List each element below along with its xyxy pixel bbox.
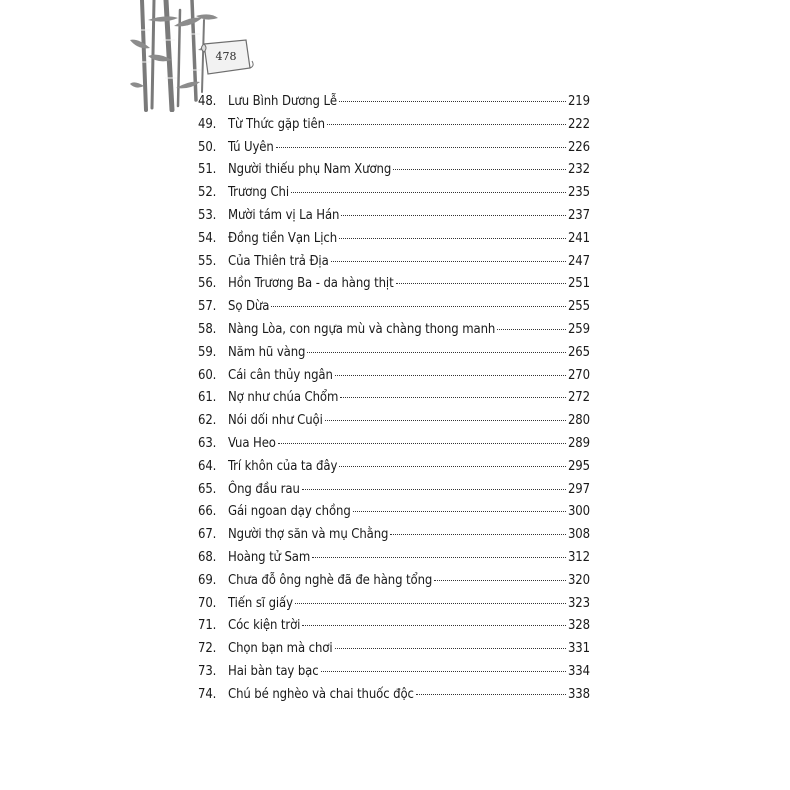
toc-dot-leader: [327, 124, 566, 125]
toc-entry-page: 272: [567, 390, 590, 406]
toc-entry-title: Lưu Bình Dương Lễ: [228, 94, 338, 109]
toc-dot-leader: [291, 192, 566, 193]
toc-entry-title: Cái cân thủy ngân: [228, 367, 333, 383]
toc-entry-title: Nàng Lòa, con ngựa mù và chàng thong manh: [228, 321, 496, 337]
toc-entry-number: 61.: [198, 390, 217, 406]
toc-dot-leader: [335, 648, 566, 649]
toc-entry: [198, 687, 590, 710]
toc-entry: [198, 504, 590, 527]
toc-dot-leader: [390, 534, 566, 535]
toc-entry-title: Tiến sĩ giấy: [228, 595, 293, 611]
toc-entry-page: 334: [567, 663, 590, 679]
toc-entry: [198, 117, 590, 140]
toc-entry-title: Gái ngoan dạy chồng: [228, 504, 351, 520]
toc-entry: [198, 482, 590, 505]
toc-entry-page: 247: [567, 253, 590, 269]
toc-entry-page: 235: [567, 185, 590, 201]
toc-entry-number: 55.: [198, 253, 217, 269]
toc-entry-number: 62.: [198, 413, 217, 429]
toc-entry: [198, 641, 590, 664]
toc-entry: [198, 527, 590, 550]
toc-entry-page: 320: [567, 572, 590, 588]
toc-entry-title: Của Thiên trả Địa: [228, 253, 329, 269]
toc-entry-number: 63.: [198, 435, 217, 451]
toc-entry-page: 270: [567, 367, 590, 383]
toc-dot-leader: [396, 283, 566, 284]
toc-entry-page: 265: [567, 344, 590, 360]
toc-entry: [198, 390, 590, 413]
toc-entry-page: 251: [567, 276, 590, 292]
toc-entry-title: Hoàng tử Sam: [228, 549, 311, 565]
toc-entry: [198, 276, 590, 299]
toc-entry: [198, 185, 590, 208]
toc-entry: [198, 231, 590, 254]
toc-entry-number: 66.: [198, 504, 217, 520]
toc-entry-number: 49.: [198, 116, 217, 132]
toc-entry-title: Hồn Trương Ba - da hàng thịt: [228, 276, 394, 292]
toc-dot-leader: [302, 625, 566, 626]
toc-dot-leader: [339, 238, 566, 239]
toc-entry-number: 57.: [198, 299, 217, 315]
toc-entry-number: 56.: [198, 276, 217, 292]
toc-dot-leader: [341, 215, 566, 216]
toc-entry-title: Chọn bạn mà chơi: [228, 641, 333, 657]
toc-dot-leader: [416, 694, 566, 695]
toc-dot-leader: [335, 375, 566, 376]
page-number: 478: [215, 50, 237, 63]
toc-dot-leader: [302, 489, 566, 490]
toc-entry-title: Năm hũ vàng: [228, 344, 306, 360]
toc-entry: [198, 436, 590, 459]
toc-entry-number: 70.: [198, 595, 217, 611]
toc-entry-number: 65.: [198, 481, 217, 497]
toc-entry-title: Người thiếu phụ Nam Xương: [228, 162, 392, 178]
toc-entry-page: 331: [567, 641, 590, 657]
toc-entry-title: Ông đầu rau: [228, 481, 300, 497]
toc-entry-title: Người thợ săn và mụ Chằng: [228, 527, 389, 543]
toc-entry-number: 71.: [198, 618, 217, 634]
toc-entry-number: 53.: [198, 207, 217, 223]
toc-entry-page: 323: [567, 595, 590, 611]
toc-entry-number: 51.: [198, 162, 217, 178]
toc-dot-leader: [331, 261, 566, 262]
toc-entry-number: 48.: [198, 94, 217, 109]
toc-dot-leader: [295, 603, 566, 604]
toc-entry-page: 300: [567, 504, 590, 520]
toc-entry: [198, 299, 590, 322]
toc-entry-page: 255: [567, 299, 590, 315]
toc-entry-page: 289: [567, 435, 590, 451]
toc-entry-title: Chú bé nghèo và chai thuốc độc: [228, 686, 414, 702]
toc-entry: [198, 345, 590, 368]
toc-entry-page: 308: [567, 527, 590, 543]
toc-dot-leader: [393, 169, 566, 170]
toc-entry-number: 68.: [198, 549, 217, 565]
toc-entry-page: 219: [567, 94, 590, 109]
toc-entry-number: 69.: [198, 572, 217, 588]
toc-entry: [198, 368, 590, 391]
toc-entry-title: Sọ Dừa: [228, 299, 270, 315]
toc-entry: [198, 322, 590, 345]
toc-dot-leader: [434, 580, 566, 581]
toc-dot-leader: [278, 443, 566, 444]
toc-dot-leader: [497, 329, 566, 330]
toc-entry-title: Trương Chi: [228, 185, 289, 201]
toc-entry-title: Nợ như chúa Chổm: [228, 390, 339, 406]
toc-dot-leader: [339, 466, 566, 467]
toc-dot-leader: [276, 147, 566, 148]
toc-entry-number: 73.: [198, 663, 217, 679]
toc-entry-title: Đồng tiền Vạn Lịch: [228, 230, 338, 246]
toc-entry-page: 222: [567, 116, 590, 132]
toc-entry: [198, 459, 590, 482]
toc-entry-title: Hai bàn tay bạc: [228, 663, 319, 679]
toc-entry-title: Cóc kiện trời: [228, 618, 301, 634]
toc-entry-page: 280: [567, 413, 590, 429]
toc-entry: [198, 573, 590, 596]
toc-entry-title: Trí khôn của ta đây: [228, 458, 338, 474]
toc-entry: [198, 550, 590, 573]
toc-entry-page: 338: [567, 686, 590, 702]
toc-dot-leader: [271, 306, 566, 307]
toc-entry-page: 232: [567, 162, 590, 178]
toc-entry-number: 67.: [198, 527, 217, 543]
toc-entry-number: 72.: [198, 641, 217, 657]
toc-dot-leader: [312, 557, 566, 558]
toc-dot-leader: [307, 352, 566, 353]
toc-entry-page: 328: [567, 618, 590, 634]
toc-entry-title: Nói dối như Cuội: [228, 413, 323, 429]
toc-entry-title: Từ Thức gặp tiên: [228, 116, 325, 132]
toc-dot-leader: [321, 671, 566, 672]
toc-entry: [198, 413, 590, 436]
toc-entry-title: Vua Heo: [228, 435, 276, 451]
toc-entry-number: 54.: [198, 230, 217, 246]
toc-dot-leader: [339, 101, 566, 102]
toc-entry-number: 74.: [198, 686, 217, 702]
toc-entry: [198, 254, 590, 277]
toc-entry-page: 226: [567, 139, 590, 155]
toc-entry: [198, 140, 590, 163]
toc-dot-leader: [340, 397, 566, 398]
toc-entry: [198, 664, 590, 687]
toc-entry-number: 58.: [198, 321, 217, 337]
toc-entry-number: 52.: [198, 185, 217, 201]
toc-entry-number: 60.: [198, 367, 217, 383]
toc-entry-page: 259: [567, 321, 590, 337]
toc-entry-title: Tú Uyên: [228, 139, 274, 155]
toc-entry: [198, 94, 590, 117]
toc-entry: [198, 162, 590, 185]
toc-entry-number: 50.: [198, 139, 217, 155]
table-of-contents: [198, 94, 590, 710]
toc-entry: [198, 618, 590, 641]
toc-entry-page: 297: [567, 481, 590, 497]
toc-dot-leader: [353, 511, 566, 512]
toc-entry: [198, 596, 590, 619]
toc-entry-page: 241: [567, 230, 590, 246]
toc-dot-leader: [325, 420, 566, 421]
toc-entry-title: Chưa đỗ ông nghè đã đe hàng tổng: [228, 572, 433, 588]
toc-entry-page: 312: [567, 549, 590, 565]
toc-entry-number: 59.: [198, 344, 217, 360]
toc-entry: [198, 208, 590, 231]
toc-entry-page: 295: [567, 458, 590, 474]
toc-entry-title: Mười tám vị La Hán: [228, 207, 340, 223]
toc-entry-number: 64.: [198, 458, 217, 474]
toc-entry-page: 237: [567, 207, 590, 223]
